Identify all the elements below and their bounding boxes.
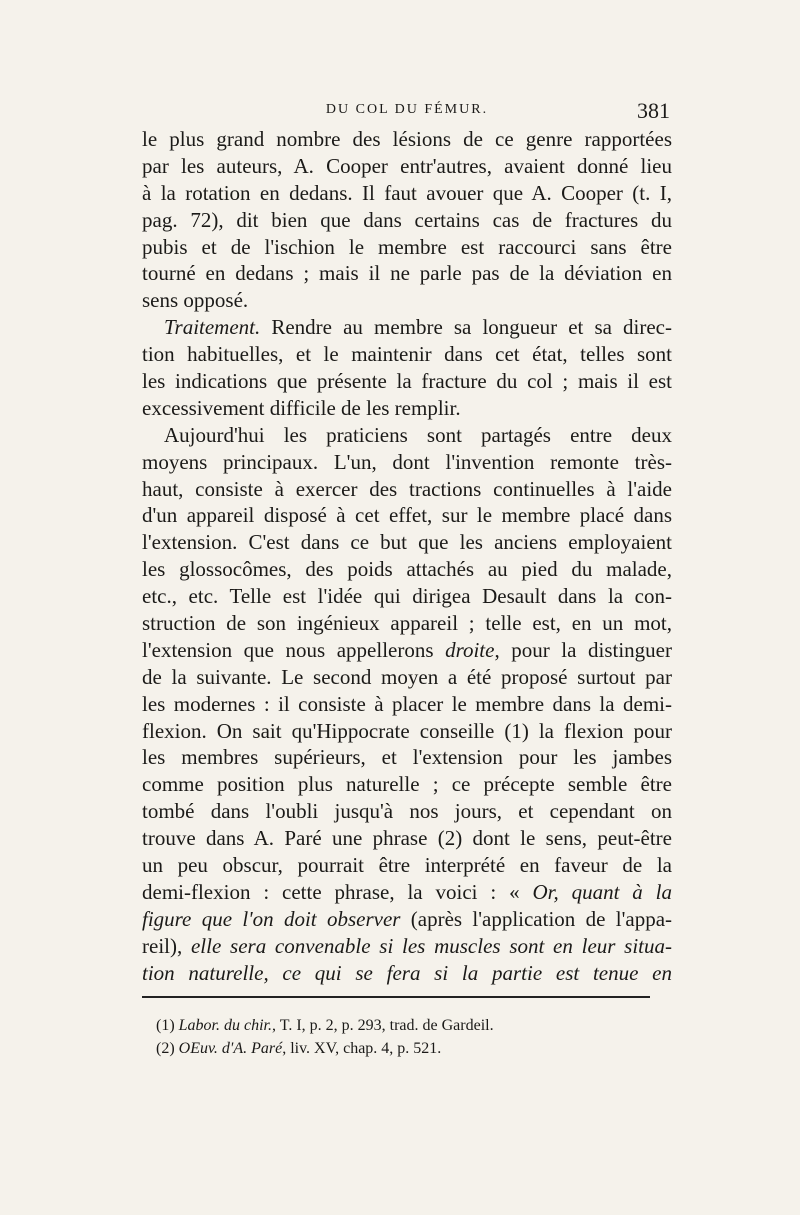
italic-quote: tion naturelle, ce qui se fera si la partie est tenue en bbox=[142, 960, 672, 985]
running-title: DU COL DU FÉMUR. bbox=[325, 102, 489, 117]
body-text bbox=[142, 126, 672, 987]
italic-quote: elle sera convenable si les muscles sont en leur situa- bbox=[190, 933, 673, 958]
text-line: moyens principaux. L'un, dont l'invention remonte très- bbox=[142, 449, 672, 474]
text-line: les glossocômes, des poids attachés au pied du malade, bbox=[142, 557, 672, 582]
footnote-detail: , T. I, p. 2, p. 293, trad. de Gardeil. bbox=[272, 1017, 494, 1034]
text-line: pag. 72), dit bien que dans certains cas de fractures du bbox=[142, 207, 672, 232]
italic-word-droite: droite bbox=[445, 637, 495, 662]
footnote-source: Labor. du chir. bbox=[178, 1017, 273, 1034]
footnote-detail: , liv. XV, chap. 4, p. 521. bbox=[282, 1040, 442, 1057]
footnote-1 bbox=[156, 1014, 656, 1037]
footnote-2 bbox=[156, 1037, 656, 1060]
footnotes bbox=[156, 1014, 656, 1060]
running-head bbox=[142, 100, 672, 124]
text-line: excessivement difficile de les remplir. bbox=[142, 395, 461, 420]
footnote-source: OEuv. d'A. Paré bbox=[178, 1040, 283, 1057]
text-line: sens opposé. bbox=[142, 288, 249, 313]
text-line: à la rotation en dedans. Il faut avouer que A. Cooper (t. I, bbox=[142, 180, 672, 205]
footnote-mark: (1) bbox=[156, 1017, 175, 1034]
text-line: pubis et de l'ischion le membre est raccourci sans être bbox=[142, 234, 672, 259]
text-line-quote bbox=[142, 960, 672, 987]
text-line: Aujourd'hui les praticiens sont partagés entre deux bbox=[164, 422, 672, 447]
section-label-traitement: Traitement. bbox=[164, 315, 261, 340]
footnote-mark: (2) bbox=[156, 1040, 175, 1057]
text-run: demi-flexion : cette phrase, la voici : « bbox=[142, 879, 520, 904]
text-line: un peu obscur, pourrait être interprété en faveur de la bbox=[142, 853, 672, 878]
paragraph-traitement bbox=[142, 314, 672, 341]
text-run: , pour la distinguer bbox=[494, 637, 672, 662]
italic-quote: Or, quant à la bbox=[532, 879, 672, 904]
text-line: tourné en dedans ; mais il ne parle pas de la déviation en bbox=[142, 261, 672, 286]
footnote-divider bbox=[142, 996, 650, 998]
text-run: l'extension que nous appellerons bbox=[142, 637, 434, 662]
text-line: de la suivante. Le second moyen a été proposé surtout par bbox=[142, 664, 672, 689]
text-run: Rendre au membre sa longueur et sa direc- bbox=[271, 315, 672, 340]
text-line-droite bbox=[142, 637, 672, 664]
text-line: trouve dans A. Paré une phrase (2) dont le sens, peut-être bbox=[142, 826, 672, 851]
text-line: les membres supérieurs, et l'extension pour les jambes bbox=[142, 745, 672, 770]
text-run: reil), bbox=[142, 933, 183, 958]
text-line-quote bbox=[142, 933, 672, 960]
page-number: 381 bbox=[637, 98, 670, 123]
text-line: comme position plus naturelle ; ce précepte semble être bbox=[142, 772, 672, 797]
text-line: tion habituelles, et le maintenir dans cet état, telles sont bbox=[142, 342, 672, 367]
text-line: les modernes : il consiste à placer le membre dans la demi- bbox=[142, 691, 672, 716]
text-line: flexion. On sait qu'Hippocrate conseille (1) la flexion pour bbox=[142, 718, 672, 743]
text-line-quote-start bbox=[142, 879, 672, 906]
text-line: haut, consiste à exercer des tractions continuelles à l'aide bbox=[142, 476, 672, 501]
text-line: d'un appareil disposé à cet effet, sur le membre placé dans bbox=[142, 503, 672, 528]
text-line: les indications que présente la fracture du col ; mais il est bbox=[142, 369, 672, 394]
text-line: tombé dans l'oubli jusqu'à nos jours, et cependant on bbox=[142, 799, 672, 824]
text-line-quote bbox=[142, 906, 672, 933]
text-line: le plus grand nombre des lésions de ce genre rapportées bbox=[142, 127, 672, 151]
text-line: par les auteurs, A. Cooper entr'autres, avaient donné lieu bbox=[142, 153, 672, 178]
text-line: l'extension. C'est dans ce but que les anciens employaient bbox=[142, 530, 672, 555]
italic-quote: figure que l'on doit observer bbox=[142, 906, 401, 931]
text-line: struction de son ingénieux appareil ; telle est, en un mot, bbox=[142, 611, 672, 636]
text-run: (après l'application de l'appa- bbox=[410, 906, 673, 931]
text-line: etc., etc. Telle est l'idée qui dirigea Desault dans la con- bbox=[142, 584, 672, 609]
